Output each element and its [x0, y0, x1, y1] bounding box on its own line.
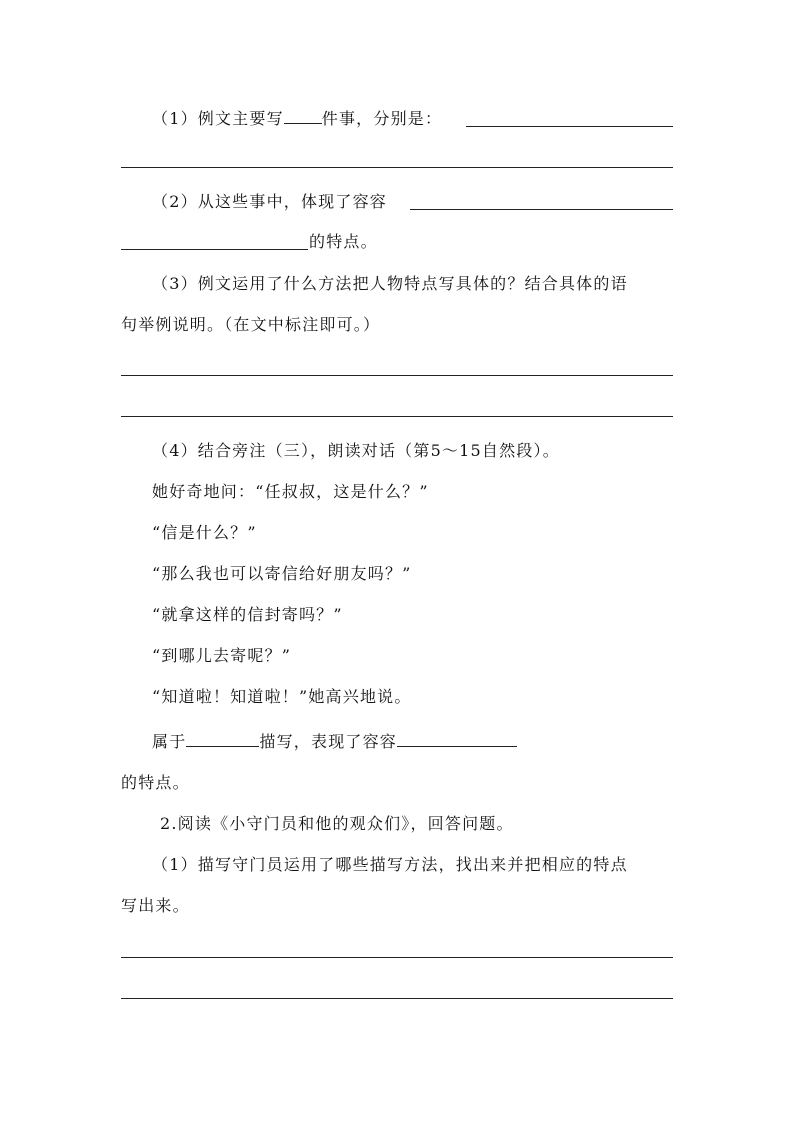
q1-2-answer-line[interactable]: [121, 249, 308, 250]
q1-3-line1: （3）例文运用了什么方法把人物特点写具体的？结合具体的语: [152, 274, 628, 293]
q1-4-belongs: [152, 731, 517, 753]
q1-4-trait-blank[interactable]: [397, 732, 517, 747]
dialogue-line: “信是什么？”: [152, 523, 257, 542]
q1-1-question: [152, 108, 442, 130]
q1-4-description-blank[interactable]: [186, 732, 259, 747]
q1-4-belongs-mid: 描写，表现了容容: [259, 732, 398, 751]
q1-3-answer-line-2[interactable]: [121, 416, 673, 417]
dialogue-line: “到哪儿去寄呢？”: [152, 646, 292, 665]
q1-4-belongs-suffix: 的特点。: [121, 773, 190, 792]
q1-2-prefix: （2）从这些事中，体现了容容: [152, 192, 387, 211]
dialogue-line: “知道啦！知道啦！”她高兴地说。: [152, 687, 412, 706]
q2-1-line2: 写出来。: [121, 896, 190, 915]
q1-2-answer-line-inline[interactable]: [410, 209, 673, 210]
dialogue-line: 她好奇地问：“任叔叔，这是什么？”: [152, 482, 429, 501]
q2-title: 2.阅读《小守门员和他的观众们》，回答问题。: [160, 814, 514, 833]
q1-1-answer-line-inline[interactable]: [466, 126, 673, 127]
q1-1-answer-line[interactable]: [121, 167, 673, 168]
dialogue-line: “那么我也可以寄信给好朋友吗？”: [152, 564, 412, 583]
q1-1-prefix: （1）例文主要写: [152, 109, 284, 128]
q1-4-intro: （4）结合旁注（三），朗读对话（第5～15自然段）。: [152, 441, 560, 460]
q1-3-line2: 句举例说明。（在文中标注即可。）: [121, 315, 381, 334]
q1-1-count-blank[interactable]: [284, 109, 322, 124]
q1-2-suffix: 的特点。: [309, 232, 378, 251]
q2-1-answer-line-1[interactable]: [121, 957, 673, 958]
q1-3-answer-line-1[interactable]: [121, 375, 673, 376]
q1-2-question: [152, 191, 387, 213]
q2-1-line1: （1）描写守门员运用了哪些描写方法，找出来并把相应的特点: [152, 855, 628, 874]
q1-1-mid: 件事，分别是：: [321, 109, 443, 128]
q2-1-answer-line-2[interactable]: [121, 998, 673, 999]
q1-4-belongs-prefix: 属于: [152, 732, 187, 751]
dialogue-line: “就拿这样的信封寄吗？”: [152, 605, 343, 624]
